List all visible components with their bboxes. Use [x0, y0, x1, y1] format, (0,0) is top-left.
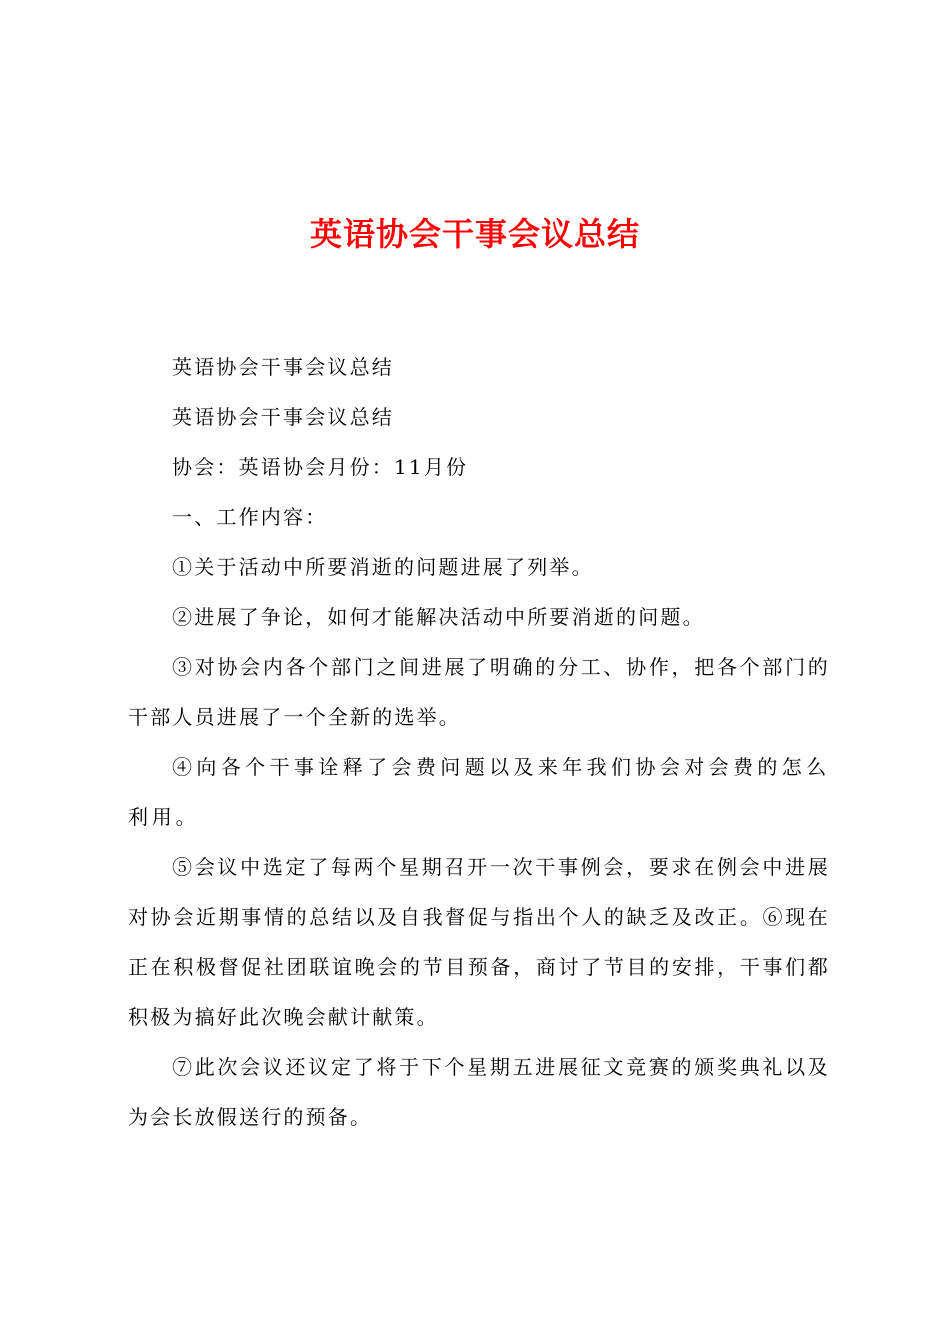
paragraph-item-3: ③对协会内各个部门之间进展了明确的分工、协作，把各个部门的干部人员进展了一个全新的选举。 — [128, 655, 830, 729]
paragraph-item-2: ②进展了争论，如何才能解决活动中所要消逝的问题。 — [172, 605, 705, 629]
paragraph-subtitle-2: 英语协会干事会议总结 — [172, 405, 394, 429]
paragraph-association-month: 协会：英语协会月份：11月份 — [172, 455, 469, 479]
paragraph-item-7: ⑦此次会议还议定了将于下个星期五进展征文竞赛的颁奖典礼以及为会长放假送行的预备。 — [128, 1055, 830, 1129]
document-title: 英语协会干事会议总结 — [309, 215, 640, 253]
paragraph-item-4: ④向各个干事诠释了会费问题以及来年我们协会对会费的怎么利用。 — [128, 755, 830, 829]
paragraph-item-1: ①关于活动中所要消逝的问题进展了列举。 — [172, 555, 594, 579]
document-body — [128, 342, 830, 1142]
paragraph-section-heading: 一、工作内容： — [172, 505, 328, 529]
paragraph-subtitle-1: 英语协会干事会议总结 — [172, 355, 394, 379]
paragraph-item-5-6: ⑤会议中选定了每两个星期召开一次干事例会，要求在例会中进展对协会近期事情的总结以及自我督促与指出个人的缺乏及改正。⑥现在正在积极督促社团联谊晚会的节目预备，商讨了节目的安排，干事们都积极为搞好此次晚会献计献策。 — [128, 855, 830, 1029]
